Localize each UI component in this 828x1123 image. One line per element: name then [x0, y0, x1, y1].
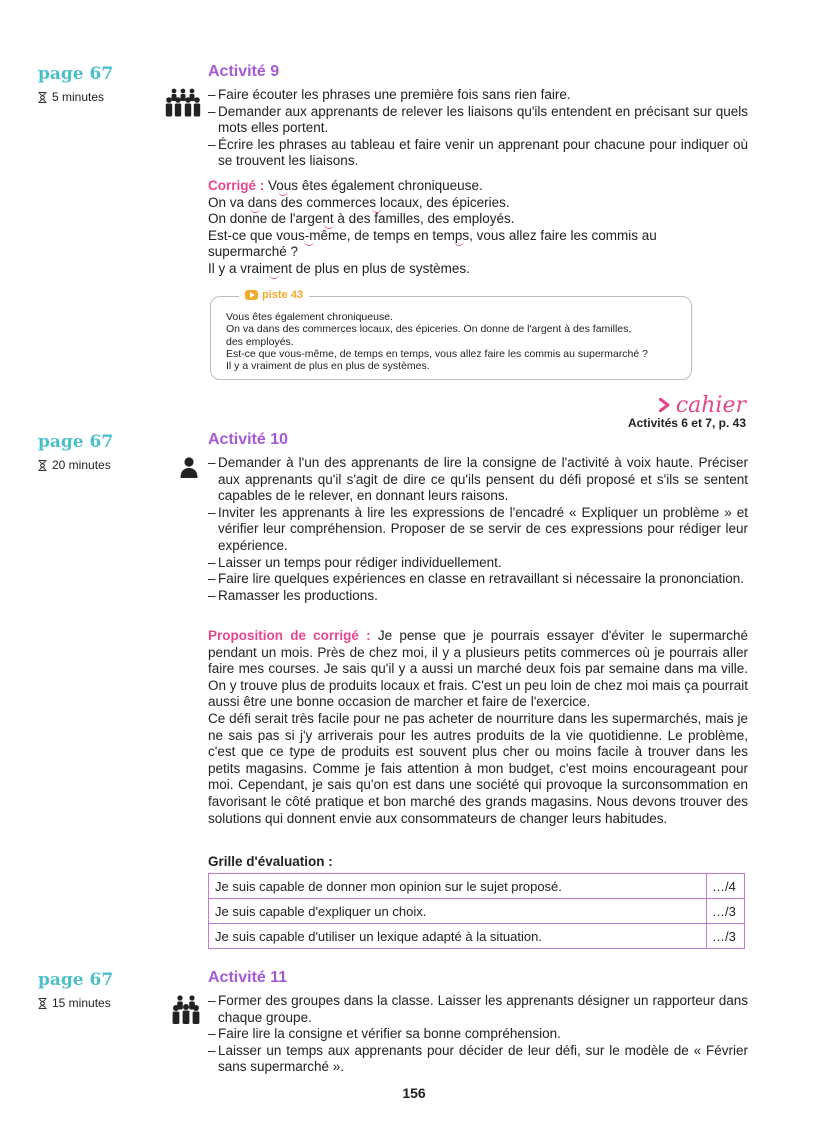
instruction-list [208, 87, 748, 170]
workbook-label: cahier [675, 392, 746, 418]
duration-text: 20 minutes [52, 458, 111, 472]
list-item: – Laisser un temps pour rédiger individuellement. [208, 554, 502, 570]
answer-key: Corrigé : Vous êtes également chroniqueuse. On va dans des commerces locaux, des épiceries. On donne de l'argent à des familles, des employés. Est-ce que vous-même, de temps en temps, vous allez faire les commis au supermarché ? Il y a vraiment de plus en plus de systèmes. [208, 178, 657, 276]
audio-track-label: piste 43 [262, 289, 303, 301]
instruction-list [208, 455, 748, 604]
hourglass-icon [38, 998, 47, 1009]
transcript-line: Il y a vraiment de plus en plus de systèmes. [226, 360, 430, 373]
duration [38, 996, 111, 1010]
hourglass-icon [38, 460, 47, 471]
person-icon [179, 457, 199, 479]
table-row: Je suis capable de donner mon opinion sur le sujet proposé. …/4 [209, 874, 745, 899]
play-icon[interactable] [245, 290, 258, 300]
list-item: – Laisser un temps aux apprenants pour décider de leur défi, sur le modèle de « Février sans supermarché ». [208, 1042, 748, 1075]
transcript-line: Est-ce que vous-même, de temps en temps, vous allez faire les commis au supermarché ? [226, 347, 648, 360]
activity-title: Activité 9 [208, 63, 280, 80]
activity-title: Activité 10 [208, 431, 289, 448]
page-reference: page 67 [38, 64, 114, 84]
chevron-right-icon [659, 398, 670, 412]
group-icon [164, 88, 202, 118]
list-item: – Écrire les phrases au tableau et faire venir un apprenant pour chacune pour indiquer où se trouvent les liaisons. [208, 136, 748, 169]
answer-label: Corrigé : [208, 178, 265, 193]
list-item: – Faire lire la consigne et vérifier sa bonne compréhension. [208, 1026, 561, 1042]
evaluation-table [208, 873, 745, 949]
transcript-line: Vous êtes également chroniqueuse. [226, 311, 393, 323]
table-row: Je suis capable d'expliquer un choix. …/3 [209, 899, 745, 924]
evaluation-title: Grille d'évaluation : [208, 854, 333, 869]
page-number: 156 [402, 1085, 426, 1101]
duration [38, 90, 104, 104]
workbook-reference [628, 394, 746, 430]
page-reference: page 67 [38, 432, 114, 452]
transcript-line: des employés. [226, 335, 294, 348]
list-item: – Demander aux apprenants de relever les liaisons qu'ils entendent en précisant sur quels mots elles portent. [208, 103, 748, 136]
hourglass-icon [38, 92, 47, 103]
list-item: – Faire écouter les phrases une première fois sans rien faire. [208, 87, 571, 102]
group-icon [172, 995, 200, 1025]
list-item: – Faire lire quelques expériences en classe en retravaillant si nécessaire la prononciation. [208, 571, 745, 587]
duration [38, 458, 111, 472]
duration-text: 15 minutes [52, 996, 111, 1010]
activity-title: Activité 11 [208, 969, 288, 986]
workbook-activities: Activités 6 et 7, p. 43 [627, 416, 746, 430]
transcript-line: On va dans des commerces locaux, des épiceries. On donne de l'argent à des familles, [226, 323, 632, 336]
answer-label: Proposition de corrigé : [208, 628, 371, 643]
list-item: – Inviter les apprenants à lire les expressions de l'encadré « Expliquer un problème » et vérifier leur compréhension. Proposer de se servir de ces expressions pour rédiger leur expérience. [208, 504, 748, 553]
duration-text: 5 minutes [52, 90, 105, 104]
proposed-answer: Proposition de corrigé : Je pense que je pourrais essayer d'éviter le supermarché pendant un mois. Près de chez moi, il y a plusieurs petits commerces où je pourrais aller faire mes courses. Je sais qu'il y a aussi un marché deux fois par semaine dans ma ville. On y trouve plus de produits locaux et frais. C'est un peu loin de chez moi mais ça pourrait aussi être une bonne occasion de marcher et faire de l'exercice. Ce défi serait très facile pour ne pas acheter de nourriture dans les supermarchés, mais je ne sais pas si j'y arriverais pour les autres produits de la vie quotidienne. Le problème, c'est que ce type de produits est souvent plus cher ou moins facile à trouver dans les petits magasins. Comme je fais attention à mon budget, c'est moins encourageant pour moi. Cependant, je sais qu'on est dans une société qui provoque la surconsommation en favorisant le côté pratique et bon marché des grands magasins. Nous devons trouver des solutions qui donnent envie aux consommateurs de changer leurs habitudes. [208, 628, 749, 826]
audio-track[interactable] [239, 289, 309, 301]
page-reference: page 67 [38, 970, 114, 990]
audio-transcript-box [210, 289, 692, 380]
table-row: Je suis capable d'utiliser un lexique adapté à la situation. …/3 [209, 924, 745, 949]
list-item: – Former des groupes dans la classe. Laisser les apprenants désigner un rapporteur dans chaque groupe. [208, 993, 748, 1025]
list-item: – Demander à l'un des apprenants de lire la consigne de l'activité à voix haute. Préciser aux apprenants qu'il s'agit de dire ce qu'ils pensent du défi proposé et s'ils se sentent capables de le relever, en donnant leurs raisons. [208, 455, 748, 504]
list-item: – Ramasser les productions. [208, 587, 378, 603]
instruction-list [208, 993, 748, 1076]
